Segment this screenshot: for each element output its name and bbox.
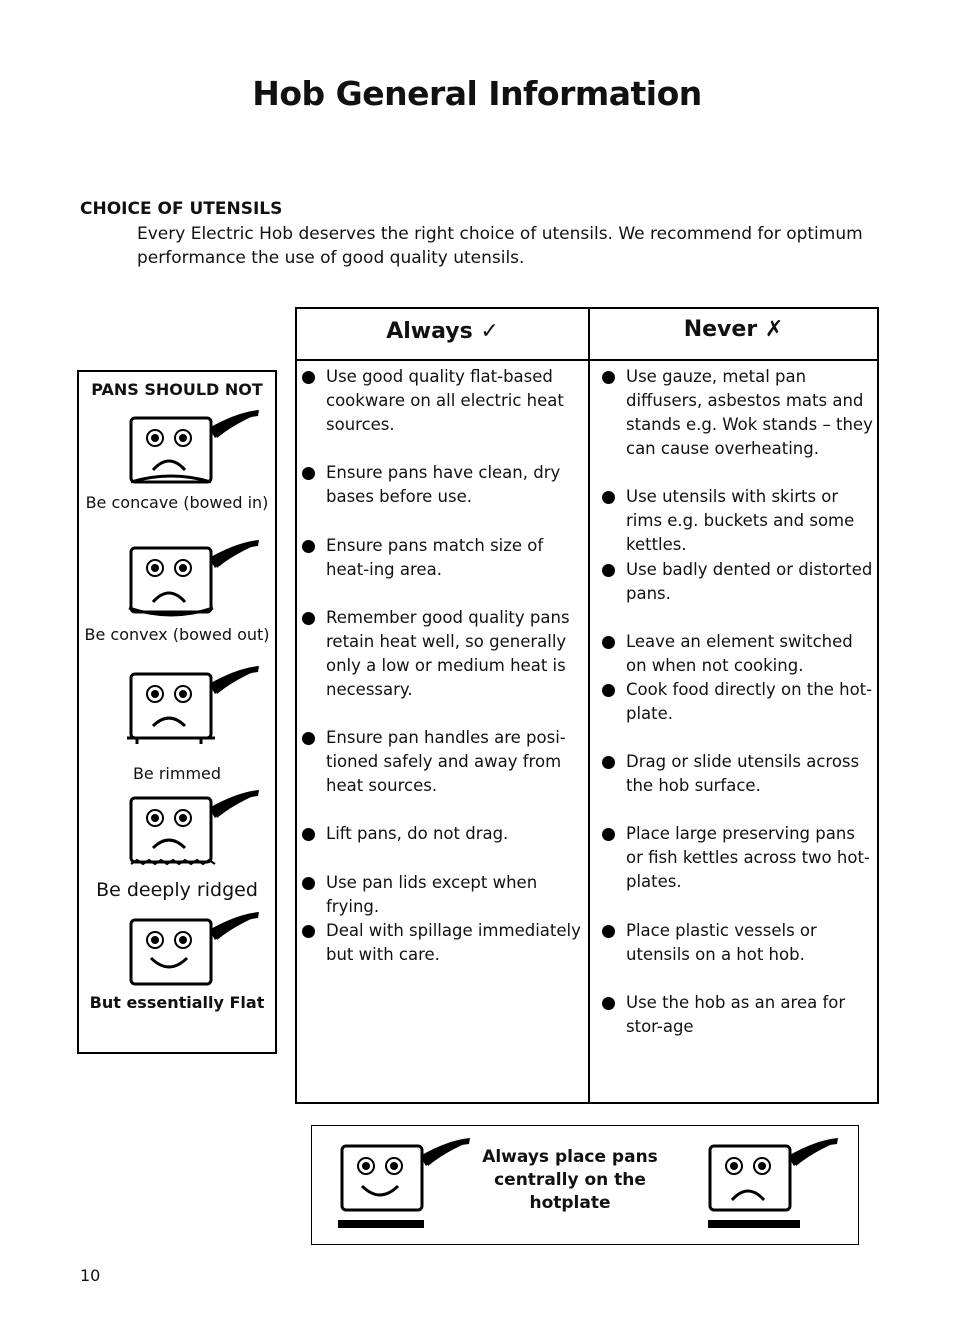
never-item: Drag or slide utensils across the hob surface. <box>626 752 860 795</box>
always-item: Ensure pan handles are posi-tioned safely and away from heat sources. <box>326 728 566 795</box>
never-item: Leave an element switched on when not cooking. <box>626 632 853 675</box>
sad-pan-offcentre-icon <box>704 1136 844 1232</box>
never-item: Use the hob as an area for stor-age <box>626 993 846 1036</box>
page-number: 10 <box>80 1266 101 1285</box>
never-item: Use badly dented or distorted pans. <box>626 560 873 603</box>
sad-pan-ridged-icon <box>125 788 265 868</box>
caption-flat: But essentially Flat <box>89 993 265 1012</box>
sad-pan-convex-icon <box>125 538 265 618</box>
never-item: Use gauze, metal pan diffusers, asbestos mats and stands e.g. Wok stands – they can cause overheating. <box>626 367 873 458</box>
always-item: Use pan lids except when frying. <box>326 873 538 916</box>
caption-rimmed: Be rimmed <box>132 764 222 783</box>
never-item: Place large preserving pans or fish kettles across two hot-plates. <box>626 824 870 891</box>
caption-concave: Be concave (bowed in) <box>85 493 269 512</box>
happy-pan-flat-icon <box>125 910 265 990</box>
always-item: Ensure pans match size of heat-ing area. <box>326 536 544 579</box>
column-divider <box>588 309 590 1102</box>
always-item: Use good quality flat-based cookware on all electric heat sources. <box>326 367 564 434</box>
pans-box-heading: PANS SHOULD NOT <box>91 380 263 399</box>
centring-tip-text: Always place pans centrally on the hotplate <box>482 1147 658 1213</box>
sad-pan-concave-icon <box>125 408 265 488</box>
centring-tip-box <box>311 1125 859 1245</box>
never-item: Use utensils with skirts or rims e.g. buckets and some kettles. <box>626 487 855 554</box>
happy-pan-centred-icon <box>336 1136 476 1232</box>
pans-should-not-box <box>77 370 277 1054</box>
never-item: Cook food directly on the hot-plate. <box>626 680 873 723</box>
caption-ridged: Be deeply ridged <box>96 879 258 901</box>
header-divider <box>297 359 877 361</box>
intro-paragraph: Every Electric Hob deserves the right choice of utensils. We recommend for optimum performance the use of good quality utensils. <box>137 224 863 268</box>
always-item: Lift pans, do not drag. <box>326 824 509 843</box>
always-item: Ensure pans have clean, dry bases before use. <box>326 463 561 506</box>
never-header: Never ✗ <box>683 317 784 342</box>
sad-pan-rimmed-icon <box>125 664 265 744</box>
always-header: Always ✓ <box>386 319 499 344</box>
section-heading: CHOICE OF UTENSILS <box>80 199 283 219</box>
page-title: Hob General Information <box>252 74 702 113</box>
always-item: Remember good quality pans retain heat well, so generally only a low or medium heat is necessary. <box>326 608 570 699</box>
never-item: Place plastic vessels or utensils on a hot hob. <box>626 921 817 964</box>
always-item: Deal with spillage immediately but with care. <box>326 921 581 964</box>
caption-convex: Be convex (bowed out) <box>84 625 270 644</box>
always-never-table <box>295 307 879 1104</box>
